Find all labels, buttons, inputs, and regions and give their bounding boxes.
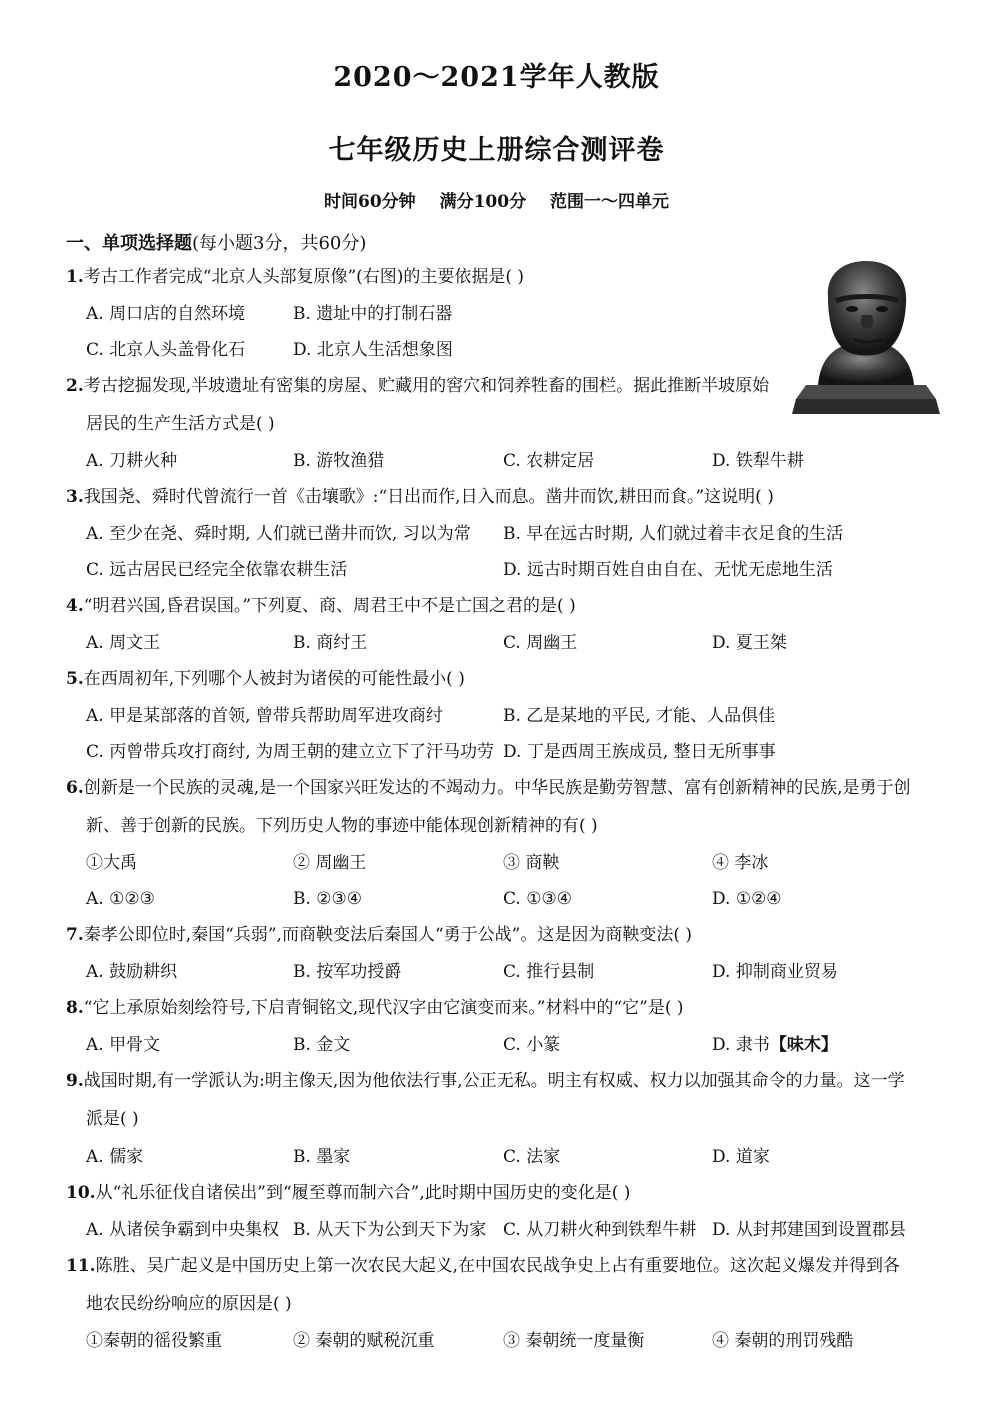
question-text: “它上承原始刻绘符号,下启青铜铭文,现代汉字由它演变而来。”材料中的“它”是( ) (83, 998, 684, 1018)
question-3 (66, 486, 774, 508)
question-text: 战国时期,有一学派认为:明主像天,因为他依法行事,公正无私。明主有权威、权力以加强其命令的力量。这一学 (83, 1071, 905, 1091)
option-b: B. 从天下为公到天下为家 (293, 1220, 487, 1240)
question-number: 6. (66, 778, 84, 798)
question-4 (66, 595, 576, 617)
question-number: 10. (66, 1183, 96, 1203)
option-c: C. 丙曾带兵攻打商纣, 为周王朝的建立立下了汗马功劳 (86, 742, 495, 762)
question-text-cont: 地农民纷纷响应的原因是( ) (86, 1294, 292, 1314)
question-number: 8. (66, 998, 84, 1018)
question-text: 考古挖掘发现,半坡遗址有密集的房屋、贮藏用的窖穴和饲养牲畜的围栏。据此推断半坡原始 (83, 376, 770, 396)
question-1 (66, 266, 524, 288)
question-number: 9. (66, 1071, 84, 1091)
option-b: B. 商纣王 (293, 633, 368, 653)
option-d: D. 北京人生活想象图 (293, 340, 453, 360)
question-text-cont: 派是( ) (86, 1109, 139, 1129)
question-text: 秦孝公即位时,秦国“兵弱”,而商鞅变法后秦国人“勇于公战”。这是因为商鞅变法( ) (83, 925, 692, 945)
option-a: A. 刀耕火种 (86, 451, 178, 471)
exam-title-line2: 七年级历史上册综合测评卷 (328, 135, 665, 166)
section-heading (66, 229, 366, 255)
option-b: B. 早在远古时期, 人们就过着丰衣足食的生活 (503, 524, 844, 544)
option-c: C. 远古居民已经完全依靠农耕生活 (86, 560, 348, 580)
question-text: 我国尧、舜时代曾流行一首《击壤歌》:“日出而作,日入而息。凿井而饮,耕田而食。”这说明( ) (83, 487, 774, 507)
option-a: A. 从诸侯争霸到中央集权 (86, 1220, 280, 1240)
question-number: 11. (66, 1256, 96, 1276)
peking-man-bust-image (790, 257, 942, 414)
option-d: D. 丁是西周王族成员, 整日无所事事 (503, 742, 776, 762)
question-text-cont: 居民的生产生活方式是( ) (86, 414, 275, 434)
option-d: D. 夏王桀 (712, 633, 787, 653)
question-6 (66, 777, 911, 799)
option-c: C. 小篆 (503, 1035, 561, 1055)
question-text: 陈胜、吴广起义是中国历史上第一次农民大起义,在中国农民战争史上占有重要地位。这次起义爆发并得到各 (95, 1256, 900, 1276)
question-number: 1. (66, 267, 84, 287)
question-8 (66, 997, 684, 1019)
choice-item-1: ①秦朝的徭役繁重 (86, 1331, 222, 1351)
section-title: 一、单项选择题 (66, 233, 192, 254)
option-d: D. 从封邦建国到设置郡县 (712, 1220, 906, 1240)
option-b: B. 墨家 (293, 1147, 351, 1167)
exam-scope: 范围一～四单元 (550, 192, 669, 212)
choice-item-3: ③ 商鞅 (503, 853, 560, 873)
question-number: 5. (66, 669, 84, 689)
option-c: C. 推行县制 (503, 962, 595, 982)
option-c: C. 从刀耕火种到铁犁牛耕 (503, 1220, 697, 1240)
question-number: 2. (66, 376, 84, 396)
choice-item-4: ④ 李冰 (712, 853, 769, 873)
question-number: 4. (66, 596, 84, 616)
option-a: A. 周口店的自然环境 (86, 304, 246, 324)
choice-item-4: ④ 秦朝的刑罚残酷 (712, 1331, 854, 1351)
exam-subtitle (0, 187, 993, 212)
option-a: A. 甲骨文 (86, 1035, 161, 1055)
option-b: B. 金文 (293, 1035, 351, 1055)
option-b: B. ②③④ (293, 889, 363, 909)
option-a: A. 儒家 (86, 1147, 144, 1167)
question-9 (66, 1070, 905, 1092)
option-a: A. ①②③ (86, 889, 155, 909)
option-b: B. 游牧渔猎 (293, 451, 385, 471)
option-d: D. 铁犁牛耕 (712, 451, 804, 471)
option-d-row (712, 1034, 838, 1056)
question-text: 从“礼乐征伐自诸侯出”到“履至尊而制六合”,此时期中国历史的变化是( ) (95, 1183, 631, 1203)
choice-item-3: ③ 秦朝统一度量衡 (503, 1331, 645, 1351)
option-c: C. ①③④ (503, 889, 572, 909)
question-5 (66, 668, 465, 690)
option-b: B. 遗址中的打制石器 (293, 304, 453, 324)
exam-score: 满分100分 (439, 192, 527, 212)
option-b: B. 按军功授爵 (293, 962, 402, 982)
option-c: C. 周幽王 (503, 633, 578, 653)
question-text: “明君兴国,昏君误国。”下列夏、商、周君王中不是亡国之君的是( ) (83, 596, 576, 616)
question-number: 7. (66, 925, 84, 945)
exam-title-line1: 2020～2021学年人教版 (333, 62, 660, 93)
option-d: D. ①②④ (712, 889, 782, 909)
question-text: 考古工作者完成“北京人头部复原像”(右图)的主要依据是( ) (83, 267, 525, 287)
option-d: D. 隶书 (712, 1035, 770, 1055)
question-number: 3. (66, 487, 84, 507)
exam-time: 时间60分钟 (323, 192, 416, 212)
option-d: D. 远古时期百姓自由自在、无忧无虑地生活 (503, 560, 833, 580)
choice-item-2: ② 秦朝的赋税沉重 (293, 1331, 435, 1351)
choice-item-1: ①大禹 (86, 853, 137, 873)
option-a: A. 至少在尧、舜时期, 人们就已凿井而饮, 习以为常 (86, 524, 471, 544)
section-note: (每小题3分，共60分) (192, 233, 367, 254)
question-11 (66, 1255, 900, 1277)
question-10 (66, 1182, 630, 1204)
option-c: C. 法家 (503, 1147, 561, 1167)
option-d: D. 道家 (712, 1147, 770, 1167)
question-text: 在西周初年,下列哪个人被封为诸侯的可能性最小( ) (83, 669, 465, 689)
question-2 (66, 375, 769, 397)
question-text-cont: 新、善于创新的民族。下列历史人物的事迹中能体现创新精神的有( ) (86, 816, 598, 836)
option-a: A. 甲是某部落的首领, 曾带兵帮助周军进攻商纣 (86, 706, 443, 726)
choice-item-2: ② 周幽王 (293, 853, 367, 873)
question-7 (66, 924, 692, 946)
option-b: B. 乙是某地的平民, 才能、人品俱佳 (503, 706, 776, 726)
option-c: C. 农耕定居 (503, 451, 595, 471)
option-a: A. 鼓励耕织 (86, 962, 178, 982)
option-c: C. 北京人头盖骨化石 (86, 340, 246, 360)
question-text: 创新是一个民族的灵魂,是一个国家兴旺发达的不竭动力。中华民族是勤劳智慧、富有创新精神的民族,是勇于创 (83, 778, 911, 798)
source-mark: 【味木】 (769, 1035, 838, 1055)
option-a: A. 周文王 (86, 633, 161, 653)
option-d: D. 抑制商业贸易 (712, 962, 838, 982)
